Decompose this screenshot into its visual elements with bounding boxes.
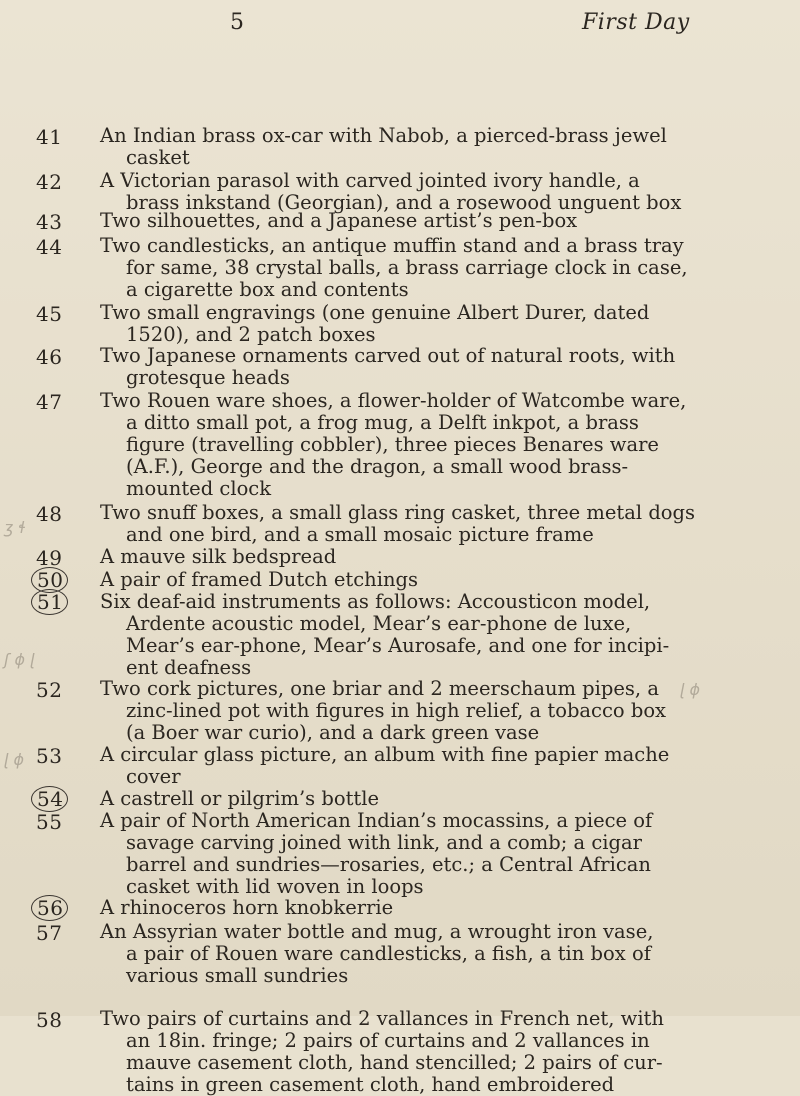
lot-description-line: ent deafness: [126, 656, 252, 679]
lot-number: 45: [36, 302, 63, 326]
lot-description: [100, 921, 760, 987]
lot-description-line: A circular glass picture, an album with fine papier mache: [100, 743, 670, 766]
lot-description-line: tains in green casement cloth, hand embroidered: [126, 1073, 615, 1096]
lot-description-line: A pair of North American Indian’s mocassins, a piece of: [100, 809, 653, 832]
lot-description-line: Mear’s ear-phone, Mear’s Aurosafe, and one for incipi-: [126, 634, 670, 657]
lot-description: [100, 678, 760, 744]
lot-description: [100, 125, 760, 169]
lot-number: 47: [36, 390, 63, 414]
lot-description: [100, 810, 760, 898]
lot-description-line: for same, 38 crystal balls, a brass carriage clock in case,: [126, 256, 688, 279]
page-number: 5: [230, 10, 244, 35]
lot-description-line: A Victorian parasol with carved jointed ivory handle, a: [100, 169, 640, 192]
lot-description-line: (a Boer war curio), and a dark green vase: [126, 721, 540, 744]
handwritten-annotation: ʃ ɸ ɭ: [4, 650, 35, 669]
lot-number: 51: [31, 589, 68, 615]
handwritten-annotation: ɭ ɸ: [4, 750, 25, 769]
lot-description: [100, 170, 760, 214]
lot-description-line: A mauve silk bedspread: [100, 545, 337, 568]
lot-description-line: a cigarette box and contents: [126, 278, 409, 301]
lot-description-line: Ardente acoustic model, Mear’s ear-phone de luxe,: [126, 612, 632, 635]
lot-description: [100, 788, 760, 810]
lot-number: 46: [36, 345, 63, 369]
lot-number: 58: [36, 1008, 63, 1032]
lot-description-line: 1520), and 2 patch boxes: [126, 323, 376, 346]
lot-description-line: An Assyrian water bottle and mug, a wrought iron vase,: [100, 920, 654, 943]
sale-day-heading: First Day: [582, 10, 690, 35]
lot-description-line: Two candlesticks, an antique muffin stand and a brass tray: [100, 234, 684, 257]
lot-description: [100, 302, 760, 346]
lot-description-line: and one bird, and a small mosaic picture frame: [126, 523, 594, 546]
lot-description: [100, 591, 760, 679]
lot-description-line: mounted clock: [126, 477, 272, 500]
lot-number: 57: [36, 921, 63, 945]
lot-description-line: grotesque heads: [126, 366, 290, 389]
lot-description-line: Six deaf-aid instruments as follows: Accousticon model,: [100, 590, 651, 613]
lot-number: 55: [36, 810, 63, 834]
lot-description: [100, 502, 760, 546]
lot-description-line: a pair of Rouen ware candlesticks, a fish, a tin box of: [126, 942, 651, 965]
lot-description-line: Two pairs of curtains and 2 vallances in French net, with: [100, 1007, 664, 1030]
lot-description-line: Two snuff boxes, a small glass ring casket, three metal dogs: [100, 501, 696, 524]
handwritten-annotation: ɭ ɸ: [680, 680, 701, 699]
lot-description-line: casket with lid woven in loops: [126, 875, 424, 898]
lot-description-line: casket: [126, 146, 190, 169]
lot-description-line: various small sundries: [126, 964, 349, 987]
lot-description-line: A castrell or pilgrim’s bottle: [100, 787, 380, 810]
lot-number: 52: [36, 678, 63, 702]
lot-description-line: cover: [126, 765, 181, 788]
lot-description-line: Two small engravings (one genuine Albert Durer, dated: [100, 301, 650, 324]
lot-description: [100, 546, 760, 568]
lot-number: 56: [31, 895, 68, 921]
lot-description: [100, 1008, 760, 1096]
lot-description-line: Two cork pictures, one briar and 2 meerschaum pipes, a: [100, 677, 659, 700]
lot-description-line: zinc-lined pot with figures in high relief, a tobacco box: [126, 699, 667, 722]
lot-number: 48: [36, 502, 63, 526]
lot-description-line: Two silhouettes, and a Japanese artist’s pen-box: [100, 209, 578, 232]
lot-number: 54: [31, 786, 68, 812]
lot-description: [100, 390, 760, 500]
lot-number: 43: [36, 210, 63, 234]
lot-description-line: brass inkstand (Georgian), and a rosewood unguent box: [126, 191, 682, 214]
lot-description-line: an 18in. fringe; 2 pairs of curtains and 2 vallances in: [126, 1029, 650, 1052]
lot-number: 50: [31, 567, 68, 593]
lot-description-line: Two Rouen ware shoes, a flower-holder of Watcombe ware,: [100, 389, 687, 412]
lot-description: [100, 235, 760, 301]
lot-description-line: barrel and sundries—rosaries, etc.; a Central African: [126, 853, 651, 876]
lot-description: [100, 897, 760, 919]
lot-description-line: Two Japanese ornaments carved out of natural roots, with: [100, 344, 676, 367]
handwritten-annotation: ʒ ɬ: [4, 518, 27, 537]
lot-description-line: mauve casement cloth, hand stencilled; 2 pairs of cur-: [126, 1051, 663, 1074]
lot-description-line: a ditto small pot, a frog mug, a Delft inkpot, a brass: [126, 411, 639, 434]
lot-description: [100, 210, 760, 232]
lot-description-line: An Indian brass ox-car with Nabob, a pierced-brass jewel: [100, 124, 667, 147]
lot-description: [100, 345, 760, 389]
lot-description-line: A rhinoceros horn knobkerrie: [100, 896, 394, 919]
lot-number: 42: [36, 170, 63, 194]
lot-description-line: savage carving joined with link, and a comb; a cigar: [126, 831, 642, 854]
lot-number: 53: [36, 744, 63, 768]
lot-description: [100, 569, 760, 591]
lot-description-line: A pair of framed Dutch etchings: [100, 568, 419, 591]
lot-description-line: (A.F.), George and the dragon, a small wood brass-: [126, 455, 629, 478]
lot-number: 44: [36, 235, 63, 259]
lot-number: 49: [36, 546, 63, 570]
lot-description-line: figure (travelling cobbler), three pieces Benares ware: [126, 433, 659, 456]
lot-description: [100, 744, 760, 788]
lot-number: 41: [36, 125, 63, 149]
